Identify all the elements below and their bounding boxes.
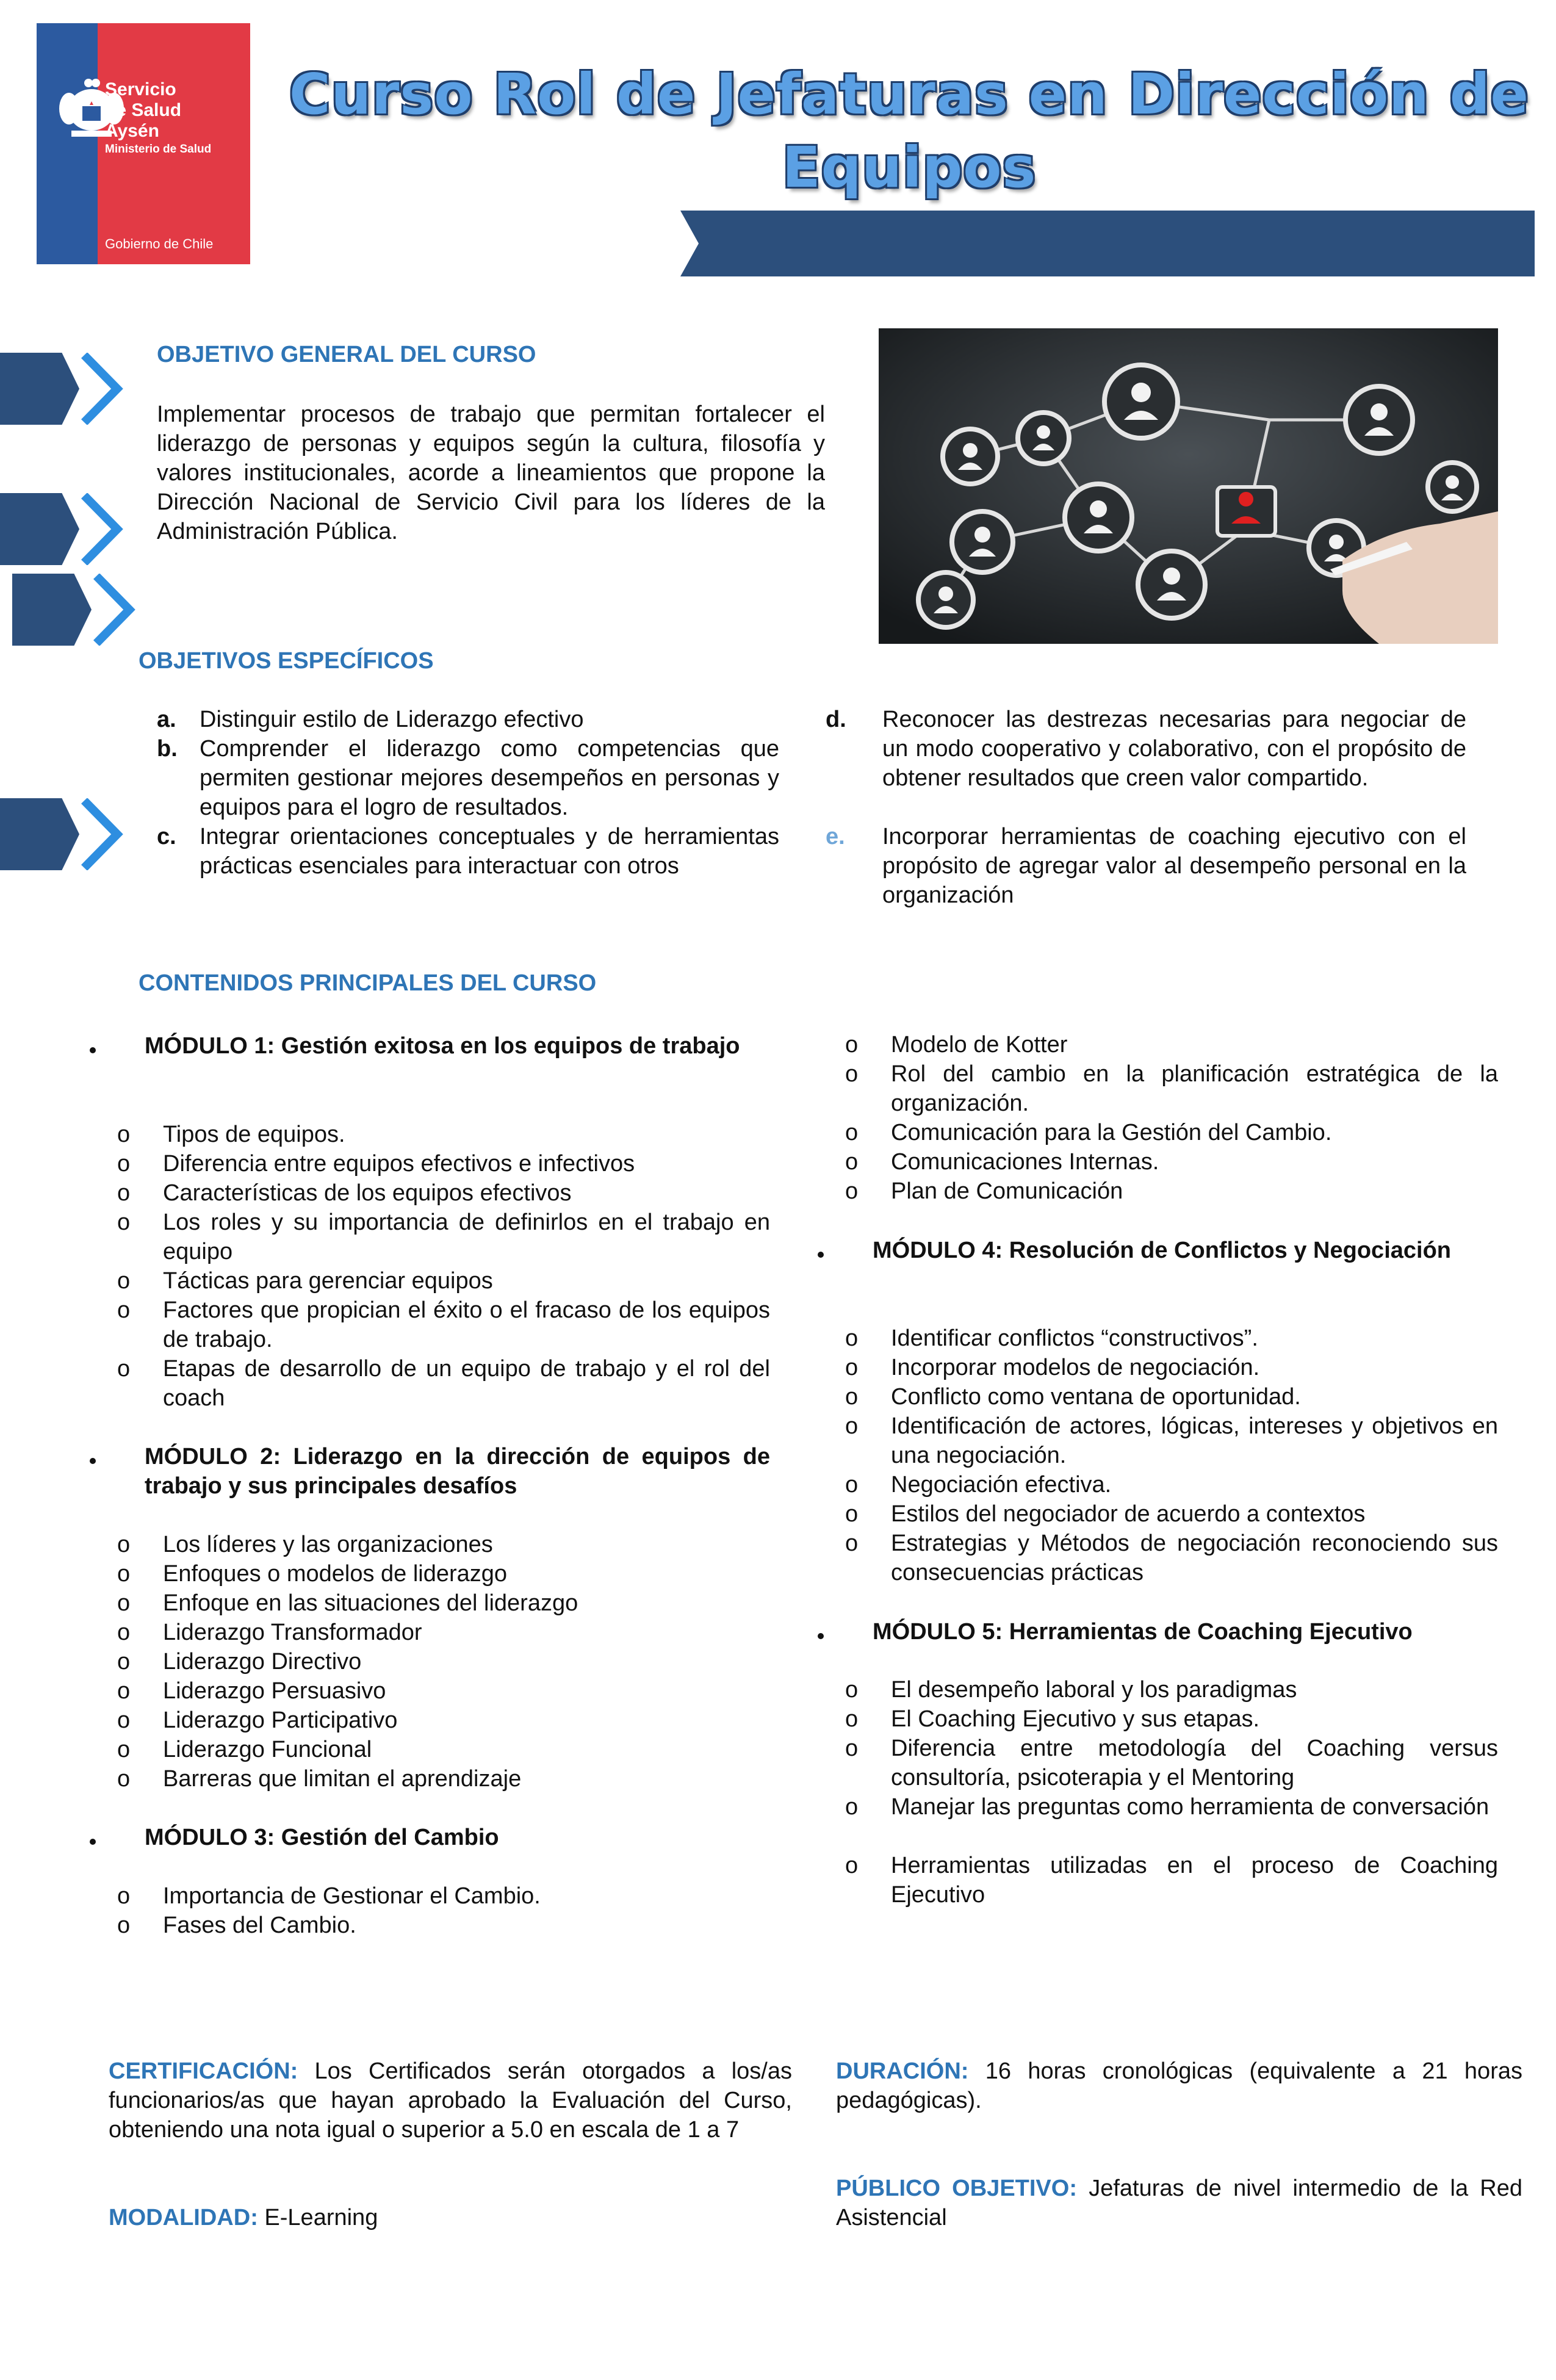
bullet-icon	[90, 1458, 96, 1464]
module4-item: o Incorporar modelos de negociación.	[845, 1355, 1260, 1380]
modality-label: MODALIDAD:	[109, 2205, 258, 2230]
objective-text: Incorporar herramientas de coaching ejecutivo con el propósito de agregar valor al desempeño personal en la organización	[882, 824, 1466, 908]
module3-item: o Comunicaciones Internas.	[845, 1149, 1159, 1175]
module4-item: o Identificar conflictos “constructivos”.	[845, 1325, 1258, 1351]
servicio-salud-logo	[37, 23, 250, 264]
certification-text: Los Certificados serán otorgados a los/as funcionarios/as que hayan aprobado la Evaluación del Curso, obteniendo una nota igual o superior a 5.0 en escala de 1 a 7	[109, 2058, 792, 2143]
module2-item: o Liderazgo Funcional	[117, 1737, 372, 1762]
objective-letter: e.	[826, 824, 845, 849]
page-title	[287, 58, 1532, 204]
duration-text: 16 horas cronológicas (equivalente a 21 horas pedagógicas).	[836, 2058, 1522, 2113]
modality-text: E-Learning	[264, 2205, 378, 2230]
module3-item: o Fases del Cambio.	[117, 1913, 356, 1938]
logo-red-band	[98, 23, 250, 264]
certification-label: CERTIFICACIÓN:	[109, 2058, 298, 2084]
module1-title-text: MÓDULO 1: Gestión exitosa en los equipos de trabajo	[145, 1033, 740, 1059]
title-line1: Curso Rol de Jefaturas en Dirección de	[289, 62, 1529, 127]
module2-item: o Enfoque en las situaciones del liderazgo	[117, 1590, 578, 1616]
module4-item: o Identificación de actores, lógicas, intereses y objetivos en una negociación.	[845, 1413, 1498, 1468]
objective-text: Comprender el liderazgo como competencias que permiten gestionar mejores desempeños en personas y equipos para el logro de resultados.	[200, 736, 779, 820]
general-objective-text: Implementar procesos de trabajo que permitan fortalecer el liderazgo de personas y equipos según la cultura, filosofía y valores institucionales, acorde a lineamientos que propone la Dirección Nacional de Servicio Civil para los líderes de la Administración Pública.	[157, 402, 825, 544]
module1-item: o Los roles y su importancia de definirlos en el trabajo en equipo	[117, 1210, 770, 1264]
module5-item: o Diferencia entre metodología del Coaching versus consultoría, psicoterapia y el Mentoring	[845, 1736, 1498, 1790]
module2-item: o Liderazgo Participativo	[117, 1707, 398, 1733]
module4-title	[818, 1236, 1498, 1265]
module1-item: o Diferencia entre equipos efectivos e infectivos	[117, 1151, 635, 1177]
audience-block	[836, 2174, 1522, 2232]
objective-text: Integrar orientaciones conceptuales y de herramientas prácticas esenciales para interactuar con otros	[200, 824, 779, 879]
module1-item: o Tácticas para gerenciar equipos	[117, 1268, 493, 1294]
objective-text: Reconocer las destrezas necesarias para negociar de un modo cooperativo y colaborativo, con el propósito de obtener resultados que creen valor compartido.	[882, 707, 1466, 791]
objective-letter: d.	[826, 707, 846, 732]
module1-item: o Factores que propician el éxito o el fracaso de los equipos de trabajo.	[117, 1297, 770, 1352]
objective-c	[157, 822, 779, 881]
module2-item: o Enfoques o modelos de liderazgo	[117, 1561, 508, 1587]
chevron-arrow-icon	[0, 353, 122, 425]
module4-item: o Negociación efectiva.	[845, 1472, 1112, 1498]
title-banner	[680, 211, 1535, 276]
module3-title	[90, 1823, 770, 1852]
module5-title-text: MÓDULO 5: Herramientas de Coaching Ejecutivo	[873, 1619, 1413, 1645]
module5-item: o El desempeño laboral y los paradigmas	[845, 1677, 1297, 1703]
logo-line3: Aysén	[105, 121, 159, 141]
logo-line2: de Salud	[105, 100, 182, 120]
module5-item: o El Coaching Ejecutivo y sus etapas.	[845, 1706, 1260, 1732]
network-people-photo	[879, 328, 1498, 644]
module1-item: o Tipos de equipos.	[117, 1122, 345, 1147]
module3-item: o Importancia de Gestionar el Cambio.	[117, 1883, 541, 1909]
bullet-icon	[818, 1633, 824, 1639]
module1-item: o Características de los equipos efectivos	[117, 1180, 572, 1206]
contents-heading: CONTENIDOS PRINCIPALES DEL CURSO	[139, 970, 597, 996]
bullet-icon	[90, 1047, 96, 1053]
module3-item: o Modelo de Kotter	[845, 1032, 1068, 1058]
certification-block	[109, 2057, 792, 2144]
duration-label: DURACIÓN:	[836, 2058, 969, 2084]
objective-letter: c.	[157, 824, 176, 849]
module4-item: o Estrategias y Métodos de negociación reconociendo sus consecuencias prácticas	[845, 1531, 1498, 1585]
module5-title	[818, 1617, 1498, 1646]
module3-item: o Comunicación para la Gestión del Cambio.	[845, 1120, 1332, 1145]
audience-text: Jefaturas de nivel intermedio de la Red Asistencial	[836, 2176, 1522, 2230]
chevron-arrow-icon	[0, 493, 122, 565]
module1-title	[90, 1031, 770, 1061]
objective-e	[826, 822, 1466, 910]
objective-letter: a.	[157, 707, 176, 732]
module2-title	[90, 1442, 770, 1501]
general-objective-heading: OBJETIVO GENERAL DEL CURSO	[157, 342, 536, 367]
chevron-arrow-icon	[0, 798, 122, 870]
logo-org-name	[105, 79, 181, 142]
module2-item: o Los líderes y las organizaciones	[117, 1532, 493, 1557]
module4-item: o Estilos del negociador de acuerdo a contextos	[845, 1501, 1366, 1527]
module2-item: o Liderazgo Persuasivo	[117, 1678, 386, 1704]
module2-item: o Barreras que limitan el aprendizaje	[117, 1766, 522, 1792]
module5-item: o Herramientas utilizadas en el proceso de Coaching Ejecutivo	[845, 1853, 1498, 1908]
objective-d	[826, 705, 1466, 793]
modality-block	[109, 2203, 792, 2232]
specific-objectives-heading: OBJETIVOS ESPECÍFICOS	[139, 648, 434, 674]
objective-a	[157, 705, 779, 734]
objective-text: Distinguir estilo de Liderazgo efectivo	[200, 707, 584, 732]
module3-title-text: MÓDULO 3: Gestión del Cambio	[145, 1825, 499, 1850]
module5-item: o Manejar las preguntas como herramienta de conversación	[845, 1794, 1489, 1820]
module3-item: o Plan de Comunicación	[845, 1178, 1123, 1204]
logo-ministry: Ministerio de Salud	[105, 143, 212, 156]
logo-government: Gobierno de Chile	[105, 236, 214, 251]
module1-item: o Etapas de desarrollo de un equipo de trabajo y el rol del coach	[117, 1356, 770, 1411]
module3-item: o Rol del cambio en la planificación estratégica de la organización.	[845, 1061, 1498, 1116]
logo-line1: Servicio	[105, 79, 176, 99]
module2-title-text: MÓDULO 2: Liderazgo en la dirección de equipos de trabajo y sus principales desafíos	[145, 1444, 770, 1499]
module4-title-text: MÓDULO 4: Resolución de Conflictos y Negociación	[873, 1238, 1451, 1263]
title-line2: Equipos	[782, 135, 1037, 200]
module2-item: o Liderazgo Transformador	[117, 1620, 422, 1645]
objective-letter: b.	[157, 736, 178, 762]
chevron-arrow-icon	[12, 574, 134, 646]
bullet-icon	[90, 1839, 96, 1845]
module4-item: o Conflicto como ventana de oportunidad.	[845, 1384, 1301, 1410]
audience-label: PÚBLICO OBJETIVO:	[836, 2176, 1077, 2201]
bullet-icon	[818, 1252, 824, 1258]
objective-b	[157, 734, 779, 822]
module2-item: o Liderazgo Directivo	[117, 1649, 362, 1675]
duration-block	[836, 2057, 1522, 2115]
